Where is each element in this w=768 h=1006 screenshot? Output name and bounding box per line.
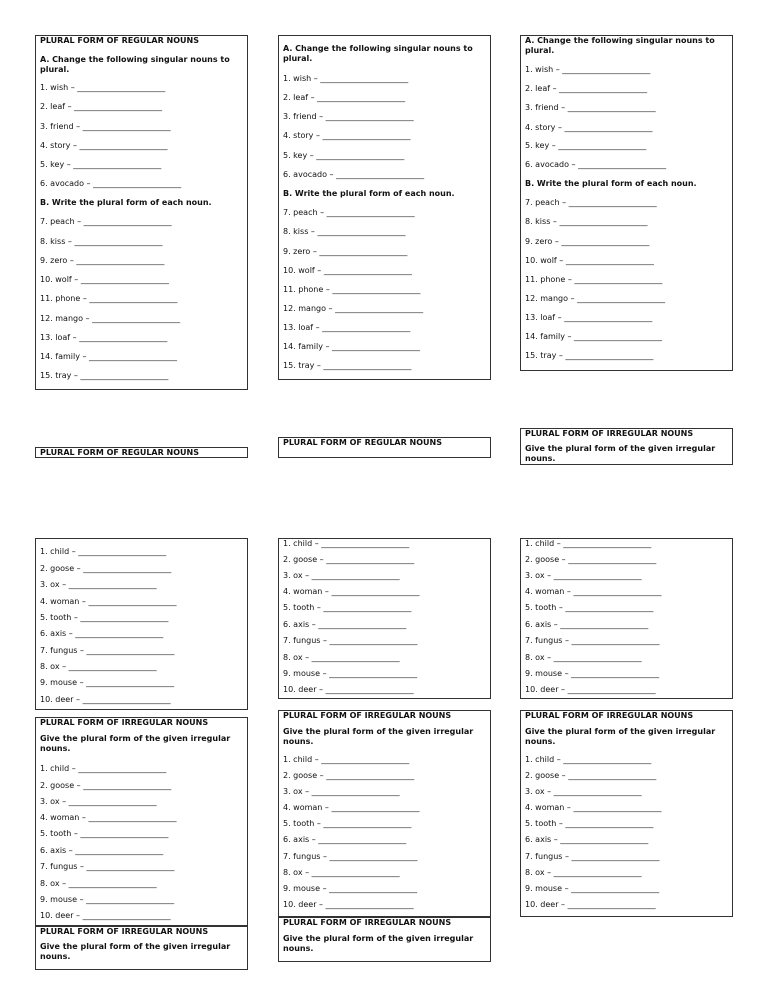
exercise-item: 6. axis – ______________________ (525, 620, 649, 629)
exercise-item: 4. woman – ______________________ (40, 597, 177, 606)
exercise-item: 6. avocado – ______________________ (283, 170, 425, 179)
exercise-item: 13. loaf – ______________________ (283, 323, 411, 332)
exercise-item: 8. ox – ______________________ (525, 653, 642, 662)
exercise-item: 2. goose – ______________________ (40, 781, 172, 790)
exercise-item: 3. ox – ______________________ (40, 797, 157, 806)
exercise-item: 6. axis – ______________________ (40, 629, 164, 638)
worksheet-irregular-2 (278, 710, 491, 917)
worksheet-regular-3 (520, 35, 733, 371)
exercise-item: 6. axis – ______________________ (283, 620, 407, 629)
exercise-item: 8. ox – ______________________ (525, 868, 642, 877)
worksheet-title: PLURAL FORM OF IRREGULAR NOUNS (525, 429, 694, 438)
exercise-item: 3. ox – ______________________ (283, 787, 400, 796)
exercise-item: 4. woman – ______________________ (283, 587, 420, 596)
exercise-item: 2. goose – ______________________ (40, 564, 172, 573)
exercise-item: 13. loaf – ______________________ (40, 333, 168, 342)
exercise-item: 5. key – ______________________ (283, 151, 405, 160)
worksheet-regular-1 (35, 35, 248, 390)
exercise-item: 2. leaf – ______________________ (525, 84, 648, 93)
exercise-item: 8. ox – ______________________ (40, 662, 157, 671)
worksheet-title: PLURAL FORM OF IRREGULAR NOUNS (283, 711, 452, 720)
header-strip-irregular-1 (35, 926, 248, 970)
exercise-item: 10. deer – ______________________ (525, 685, 656, 694)
exercise-item: 10. wolf – ______________________ (525, 256, 654, 265)
exercise-item: 10. deer – ______________________ (283, 685, 414, 694)
exercise-item: 5. tooth – ______________________ (40, 613, 169, 622)
instruction-b: B. Write the plural form of each noun. (40, 198, 212, 207)
irregular-list-2 (278, 538, 491, 699)
exercise-item: 1. child – ______________________ (283, 755, 410, 764)
exercise-item: 6. axis – ______________________ (283, 835, 407, 844)
exercise-item: 12. mango – ______________________ (40, 314, 181, 323)
exercise-item: 7. peach – ______________________ (525, 198, 657, 207)
exercise-item: 14. family – ______________________ (525, 332, 663, 341)
exercise-item: 2. goose – ______________________ (525, 555, 657, 564)
exercise-item: 7. peach – ______________________ (40, 217, 172, 226)
exercise-item: 4. woman – ______________________ (40, 813, 177, 822)
exercise-item: 14. family – ______________________ (40, 352, 178, 361)
worksheet-regular-2 (278, 35, 491, 380)
exercise-item: 7. fungus – ______________________ (283, 852, 418, 861)
exercise-item: 7. fungus – ______________________ (283, 636, 418, 645)
exercise-item: 4. story – ______________________ (525, 123, 653, 132)
exercise-item: 11. phone – ______________________ (40, 294, 178, 303)
irregular-list-1 (35, 538, 248, 710)
worksheet-title: PLURAL FORM OF REGULAR NOUNS (283, 438, 442, 447)
exercise-item: 14. family – ______________________ (283, 342, 421, 351)
exercise-item: 1. wish – ______________________ (283, 74, 409, 83)
exercise-item: 1. wish – ______________________ (525, 65, 651, 74)
exercise-item: 7. fungus – ______________________ (525, 636, 660, 645)
exercise-item: 7. fungus – ______________________ (40, 646, 175, 655)
instruction-irregular: Give the plural form of the given irregular nouns. (40, 734, 231, 753)
exercise-item: 3. friend – ______________________ (40, 122, 171, 131)
exercise-item: 10. wolf – ______________________ (283, 266, 412, 275)
exercise-item: 12. mango – ______________________ (525, 294, 666, 303)
exercise-item: 1. wish – ______________________ (40, 83, 166, 92)
exercise-item: 10. wolf – ______________________ (40, 275, 169, 284)
exercise-item: 10. deer – ______________________ (40, 695, 171, 704)
exercise-item: 3. friend – ______________________ (283, 112, 414, 121)
worksheet-irregular-3 (520, 710, 733, 917)
exercise-item: 8. ox – ______________________ (40, 879, 157, 888)
exercise-item: 8. ox – ______________________ (283, 868, 400, 877)
exercise-item: 2. goose – ______________________ (283, 555, 415, 564)
exercise-item: 9. mouse – ______________________ (525, 884, 660, 893)
exercise-item: 6. axis – ______________________ (40, 846, 164, 855)
instruction-a: A. Change the following singular nouns to plural. (40, 55, 230, 74)
exercise-item: 7. fungus – ______________________ (40, 862, 175, 871)
exercise-item: 8. kiss – ______________________ (283, 227, 406, 236)
exercise-item: 2. goose – ______________________ (283, 771, 415, 780)
exercise-item: 4. story – ______________________ (283, 131, 411, 140)
exercise-item: 9. zero – ______________________ (40, 256, 165, 265)
instruction-b: B. Write the plural form of each noun. (525, 179, 697, 188)
exercise-item: 7. fungus – ______________________ (525, 852, 660, 861)
worksheet-title: PLURAL FORM OF REGULAR NOUNS (40, 36, 199, 45)
instruction-a: A. Change the following singular nouns to plural. (525, 36, 715, 55)
exercise-item: 3. ox – ______________________ (525, 571, 642, 580)
header-strip-regular-2 (278, 437, 491, 458)
exercise-item: 1. child – ______________________ (525, 539, 652, 548)
exercise-item: 5. tooth – ______________________ (283, 603, 412, 612)
instruction-irregular: Give the plural form of the given irregular nouns. (40, 942, 231, 961)
worksheet-title: PLURAL FORM OF IRREGULAR NOUNS (283, 918, 452, 927)
exercise-item: 5. key – ______________________ (40, 160, 162, 169)
exercise-item: 10. deer – ______________________ (40, 911, 171, 920)
instruction-a: A. Change the following singular nouns to plural. (283, 44, 473, 63)
exercise-item: 6. axis – ______________________ (525, 835, 649, 844)
header-strip-regular-1 (35, 447, 248, 458)
instruction-irregular: Give the plural form of the given irregular nouns. (525, 444, 716, 463)
exercise-item: 11. phone – ______________________ (525, 275, 663, 284)
exercise-item: 5. tooth – ______________________ (525, 819, 654, 828)
exercise-item: 9. mouse – ______________________ (40, 895, 175, 904)
exercise-item: 2. leaf – ______________________ (283, 93, 406, 102)
worksheet-title: PLURAL FORM OF IRREGULAR NOUNS (40, 927, 209, 936)
instruction-irregular: Give the plural form of the given irregular nouns. (283, 727, 474, 746)
exercise-item: 5. key – ______________________ (525, 141, 647, 150)
worksheet-title: PLURAL FORM OF IRREGULAR NOUNS (525, 711, 694, 720)
header-strip-irregular-3 (520, 428, 733, 465)
exercise-item: 4. story – ______________________ (40, 141, 168, 150)
exercise-item: 9. mouse – ______________________ (283, 884, 418, 893)
exercise-item: 5. tooth – ______________________ (525, 603, 654, 612)
instruction-irregular: Give the plural form of the given irregular nouns. (525, 727, 716, 746)
exercise-item: 1. child – ______________________ (40, 547, 167, 556)
instruction-b: B. Write the plural form of each noun. (283, 189, 455, 198)
exercise-item: 8. kiss – ______________________ (40, 237, 163, 246)
worksheet-title: PLURAL FORM OF REGULAR NOUNS (40, 448, 199, 457)
exercise-item: 13. loaf – ______________________ (525, 313, 653, 322)
exercise-item: 9. mouse – ______________________ (283, 669, 418, 678)
exercise-item: 8. ox – ______________________ (283, 653, 400, 662)
exercise-item: 1. child – ______________________ (283, 539, 410, 548)
exercise-item: 6. avocado – ______________________ (525, 160, 667, 169)
exercise-item: 6. avocado – ______________________ (40, 179, 182, 188)
exercise-item: 9. mouse – ______________________ (40, 678, 175, 687)
exercise-item: 1. child – ______________________ (40, 764, 167, 773)
exercise-item: 4. woman – ______________________ (525, 803, 662, 812)
exercise-item: 9. zero – ______________________ (525, 237, 650, 246)
exercise-item: 5. tooth – ______________________ (40, 829, 169, 838)
exercise-item: 2. goose – ______________________ (525, 771, 657, 780)
worksheet-irregular-1 (35, 717, 248, 926)
exercise-item: 9. mouse – ______________________ (525, 669, 660, 678)
exercise-item: 1. child – ______________________ (525, 755, 652, 764)
exercise-item: 3. ox – ______________________ (525, 787, 642, 796)
exercise-item: 11. phone – ______________________ (283, 285, 421, 294)
exercise-item: 5. tooth – ______________________ (283, 819, 412, 828)
instruction-irregular: Give the plural form of the given irregular nouns. (283, 934, 474, 953)
header-strip-irregular-2 (278, 917, 491, 962)
worksheet-title: PLURAL FORM OF IRREGULAR NOUNS (40, 718, 209, 727)
exercise-item: 15. tray – ______________________ (525, 351, 654, 360)
exercise-item: 4. woman – ______________________ (283, 803, 420, 812)
exercise-item: 3. ox – ______________________ (283, 571, 400, 580)
irregular-list-3 (520, 538, 733, 699)
exercise-item: 10. deer – ______________________ (283, 900, 414, 909)
exercise-item: 9. zero – ______________________ (283, 247, 408, 256)
exercise-item: 4. woman – ______________________ (525, 587, 662, 596)
exercise-item: 12. mango – ______________________ (283, 304, 424, 313)
exercise-item: 15. tray – ______________________ (40, 371, 169, 380)
exercise-item: 10. deer – ______________________ (525, 900, 656, 909)
exercise-item: 3. friend – ______________________ (525, 103, 656, 112)
exercise-item: 3. ox – ______________________ (40, 580, 157, 589)
exercise-item: 2. leaf – ______________________ (40, 102, 163, 111)
exercise-item: 7. peach – ______________________ (283, 208, 415, 217)
exercise-item: 15. tray – ______________________ (283, 361, 412, 370)
exercise-item: 8. kiss – ______________________ (525, 217, 648, 226)
